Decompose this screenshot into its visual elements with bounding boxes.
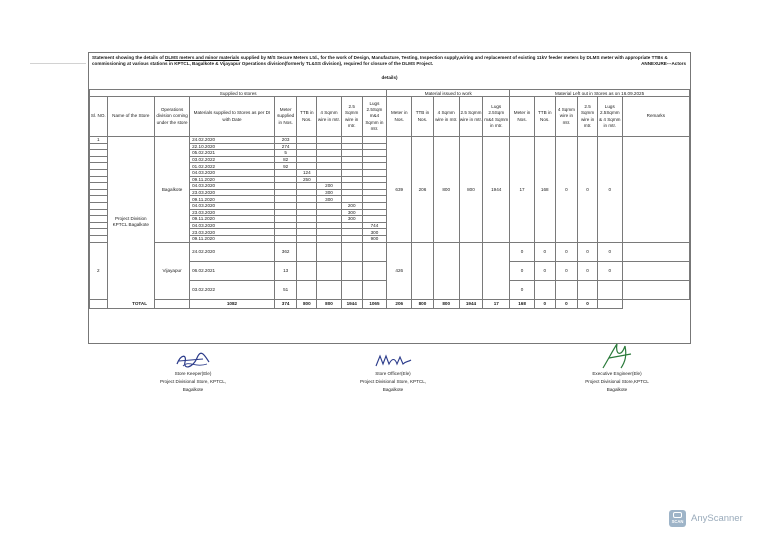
- issued-w4: 800: [433, 137, 459, 243]
- supplied-meter: [274, 229, 297, 236]
- header-wire4-left: 4 Sqmm wire in mtr.: [555, 97, 578, 137]
- supplied-lugs: [362, 169, 387, 176]
- supplied-w4: [317, 209, 342, 216]
- header-wire4: 4 Sqmm wire in mtr.: [317, 97, 342, 137]
- supplied-meter: 203: [274, 137, 297, 144]
- left-l_lugs: [597, 280, 622, 299]
- document-sheet: [88, 52, 691, 344]
- total-l_w4: 0: [534, 299, 555, 308]
- scanner-brand-name: AnyScanner: [691, 513, 743, 524]
- total-i_ttb: 206: [387, 299, 412, 308]
- total-l_ttb: 168: [510, 299, 535, 308]
- header-operations: Operations division coming under the store: [155, 97, 190, 137]
- statement-prefix: Statement showing the details of: [92, 55, 164, 60]
- table-row: [90, 242, 690, 261]
- supplied-w25: [341, 261, 362, 280]
- supplied-w25: [341, 183, 362, 190]
- signature-scribble-icon: [173, 352, 213, 370]
- left-l_w25: 0: [578, 242, 598, 261]
- supplied-meter: 5: [274, 150, 297, 157]
- supplied-ttb: 124: [297, 169, 317, 176]
- supplied-meter: [274, 209, 297, 216]
- supplied-lugs: 300: [362, 229, 387, 236]
- supplied-ttb: [297, 261, 317, 280]
- supplied-w4: [317, 222, 342, 229]
- supplied-ttb: [297, 235, 317, 242]
- supplied-w4: [317, 150, 342, 157]
- supplied-w25: 300: [341, 209, 362, 216]
- signature-store-officer: [338, 352, 448, 394]
- supplied-w25: [341, 196, 362, 203]
- supplied-lugs: 744: [362, 222, 387, 229]
- header-ttb-left: TTB in Nos.: [534, 97, 555, 137]
- total-row: [90, 299, 690, 308]
- supplied-w25: [341, 163, 362, 170]
- supplied-w25: 300: [341, 216, 362, 223]
- remarks-cell: [622, 242, 689, 261]
- sig3-line2: Project Divisional Store,KPTCL: [585, 379, 649, 384]
- supply-date: 05.02.2021: [190, 150, 275, 157]
- supply-date: 09.11.2020: [190, 176, 275, 183]
- total-ttb: 374: [274, 299, 297, 308]
- header-meter-left: Meter in Nos.: [510, 97, 535, 137]
- total-i_meter: 1065: [362, 299, 387, 308]
- remarks-cell: [622, 280, 689, 299]
- supplied-lugs: [362, 183, 387, 190]
- total-w25: 800: [317, 299, 342, 308]
- sl-number: [90, 156, 108, 163]
- supplied-ttb: [297, 202, 317, 209]
- supply-date: 04.03.2020: [190, 202, 275, 209]
- supplied-lugs: [362, 280, 387, 299]
- supplied-w25: 200: [341, 202, 362, 209]
- left-lugs: 0: [597, 137, 622, 243]
- issued-meter: 426: [387, 242, 412, 299]
- supply-date: 04.03.2020: [190, 183, 275, 190]
- supplied-lugs: [362, 156, 387, 163]
- left-meter: 17: [510, 137, 535, 243]
- remarks-cell: [597, 299, 622, 308]
- total-l_lugs: 0: [578, 299, 598, 308]
- supplied-ttb: [297, 242, 317, 261]
- remarks-cell: [622, 137, 689, 243]
- sl-number: [90, 209, 108, 216]
- statement-underlined: DLMS meters and minor materials: [165, 55, 240, 60]
- header-wire25-left: 2.5 Sqmm wire in mtr.: [578, 97, 598, 137]
- supplied-lugs: [362, 216, 387, 223]
- supplied-lugs: 900: [362, 235, 387, 242]
- left-l_w25: 0: [578, 261, 598, 280]
- supply-date: 06.02.2021: [190, 261, 275, 280]
- issued-lugs: [483, 242, 510, 299]
- left-w25: 0: [578, 137, 598, 243]
- supplied-meter: 92: [274, 163, 297, 170]
- total-l_w25: 0: [555, 299, 578, 308]
- signature-scribble-icon: [373, 352, 413, 370]
- group-supplied: Supplied to stores: [90, 90, 387, 97]
- supplied-ttb: [297, 163, 317, 170]
- left-l_meter: 0: [510, 261, 535, 280]
- left-w4: 0: [555, 137, 578, 243]
- division-name: Bagalkote: [155, 137, 190, 243]
- sl-number: [90, 235, 108, 242]
- camera-icon: [673, 512, 682, 518]
- supplied-w25: [341, 169, 362, 176]
- supplied-meter: 13: [274, 261, 297, 280]
- supplied-w4: [317, 280, 342, 299]
- left-l_ttb: 0: [534, 242, 555, 261]
- header-lugs: Lugs 2.5Sqm m&4 Sqmm in mtr.: [362, 97, 387, 137]
- supply-date: 04.03.2020: [190, 222, 275, 229]
- left-l_meter: 0: [510, 242, 535, 261]
- supplied-lugs: [362, 196, 387, 203]
- anyscanner-watermark: [669, 510, 759, 530]
- sig1-line2: Project Divisional Store, KPTCL,: [159, 379, 227, 384]
- sl-number: 1: [90, 137, 108, 144]
- header-wire25-issued: 2.5 Sqmm wire in mtr.: [459, 97, 483, 137]
- supplied-ttb: [297, 137, 317, 144]
- supplied-w4: [317, 202, 342, 209]
- supplied-w25: [341, 189, 362, 196]
- supplied-meter: [274, 176, 297, 183]
- supplied-lugs: [362, 150, 387, 157]
- sl-number: [90, 229, 108, 236]
- supplied-meter: [274, 183, 297, 190]
- supplied-meter: [274, 189, 297, 196]
- header-lugs-left: Lugs 2.5Sqmm & 4 Sqmm in mtr.: [597, 97, 622, 137]
- supplied-ttb: [297, 150, 317, 157]
- header-sl: Sl. NO.: [90, 97, 108, 137]
- header-meter-issued: Meter in Nos.: [387, 97, 412, 137]
- supply-date: 23.03.2020: [190, 209, 275, 216]
- supplied-w4: [317, 143, 342, 150]
- left-l_w4: 0: [555, 261, 578, 280]
- total-w4: 800: [297, 299, 317, 308]
- signature-store-keeper: [138, 352, 248, 394]
- supply-date: 22.10.2020: [190, 143, 275, 150]
- issued-lugs: 1944: [483, 137, 510, 243]
- supplied-ttb: 250: [297, 176, 317, 183]
- total-l_meter: 17: [483, 299, 510, 308]
- supplied-w25: [341, 242, 362, 261]
- supplied-meter: [274, 169, 297, 176]
- supplied-w25: [341, 156, 362, 163]
- supply-date: 03.02.2022: [190, 280, 275, 299]
- supply-date: 09.11.2020: [190, 235, 275, 242]
- sig3-line3: Bagalkote: [606, 387, 628, 392]
- supplied-meter: 51: [274, 280, 297, 299]
- signature-executive-engineer: [557, 342, 677, 394]
- scanner-logo-icon: [669, 510, 686, 527]
- supplied-w4: [317, 169, 342, 176]
- supplied-w4: 200: [317, 183, 342, 190]
- supply-date: 24.02.2020: [190, 137, 275, 144]
- supplied-meter: [274, 222, 297, 229]
- header-meter-supplied: Meter supplied in Nos.: [274, 97, 297, 137]
- supplied-lugs: [362, 242, 387, 261]
- supplied-w25: [341, 280, 362, 299]
- left-l_w25: [578, 280, 598, 299]
- supply-date: 01.02.2022: [190, 163, 275, 170]
- header-ttb-issued: TTB in Nos.: [412, 97, 434, 137]
- supplied-meter: [274, 216, 297, 223]
- header-store: Name of the Store: [107, 97, 154, 137]
- total-label: TOTAL: [90, 299, 190, 308]
- supply-date: 09.11.2020: [190, 216, 275, 223]
- issued-w25: [459, 242, 483, 299]
- supplied-meter: [274, 202, 297, 209]
- supply-date: 24.02.2020: [190, 242, 275, 261]
- supplied-lugs: [362, 143, 387, 150]
- supplied-lugs: [362, 176, 387, 183]
- sl-number: [90, 169, 108, 176]
- total-meter: 1082: [190, 299, 275, 308]
- supplied-ttb: [297, 222, 317, 229]
- supplied-meter: 274: [274, 143, 297, 150]
- scanner-badge-text: SCAN: [671, 519, 684, 524]
- sig1-title: Store Keeper(Ele): [174, 371, 212, 376]
- supplied-lugs: [362, 202, 387, 209]
- supplied-lugs: [362, 137, 387, 144]
- division-name: Vijayapur: [155, 242, 190, 299]
- supplied-w4: [317, 156, 342, 163]
- left-l_lugs: 0: [597, 261, 622, 280]
- issued-w25: 800: [459, 137, 483, 243]
- supplied-lugs: [362, 209, 387, 216]
- supplied-lugs: [362, 189, 387, 196]
- supplied-ttb: [297, 143, 317, 150]
- supplied-w25: [341, 229, 362, 236]
- left-l_w4: [555, 280, 578, 299]
- supply-date: 03.02.2022: [190, 156, 275, 163]
- supplied-lugs: [362, 261, 387, 280]
- supply-date: 23.03.2020: [190, 189, 275, 196]
- sig2-title: Store Officer(Ele): [375, 371, 411, 376]
- sl-number: [90, 183, 108, 190]
- header-wire25: 2.5 Sqmm wire in mtr.: [341, 97, 362, 137]
- supplied-ttb: [297, 216, 317, 223]
- margin-line: [30, 63, 86, 64]
- total-i_lugs: 1944: [459, 299, 483, 308]
- supplied-ttb: [297, 156, 317, 163]
- supplied-w4: [317, 242, 342, 261]
- sl-number: [90, 150, 108, 157]
- annexure-label: ANNEXURE---Actors: [641, 61, 686, 66]
- supplied-meter: [274, 235, 297, 242]
- supplied-ttb: [297, 189, 317, 196]
- supplied-w4: 300: [317, 196, 342, 203]
- supplied-lugs: [362, 163, 387, 170]
- statement-details: details): [381, 75, 398, 80]
- sl-number: [90, 222, 108, 229]
- supplied-w4: [317, 176, 342, 183]
- left-l_ttb: [534, 280, 555, 299]
- sl-number: [90, 163, 108, 170]
- supplied-ttb: [297, 280, 317, 299]
- supplied-meter: 362: [274, 242, 297, 261]
- supplied-ttb: [297, 183, 317, 190]
- left-ttb: 168: [534, 137, 555, 243]
- left-l_ttb: 0: [534, 261, 555, 280]
- left-l_lugs: 0: [597, 242, 622, 261]
- supplied-ttb: [297, 229, 317, 236]
- supplied-w25: [341, 150, 362, 157]
- supplied-ttb: [297, 209, 317, 216]
- sig1-line3: Bagalkote: [182, 387, 204, 392]
- header-materials: Materials supplied to Stores as per DI with Date: [190, 97, 275, 137]
- left-l_w4: 0: [555, 242, 578, 261]
- supply-date: 04.03.2020: [190, 169, 275, 176]
- materials-table: [89, 89, 690, 309]
- sl-number: [90, 176, 108, 183]
- sig2-line3: Bagalkote: [382, 387, 404, 392]
- supplied-w25: [341, 143, 362, 150]
- sig2-line2: Project Divisional Store, KPTCL,: [359, 379, 427, 384]
- header-wire4-issued: 4 Sqmm wire in mtr.: [433, 97, 459, 137]
- sl-number: 2: [90, 242, 108, 299]
- left-l_meter: 0: [510, 280, 535, 299]
- supplied-w4: 300: [317, 189, 342, 196]
- supplied-w4: [317, 137, 342, 144]
- table-row: [90, 137, 690, 144]
- supplied-w25: [341, 176, 362, 183]
- supplied-w25: [341, 235, 362, 242]
- statement-body: supplied by M/S Secure Meters Ltd., for the work of Design, Manufacture, Testing, Inspection supply,wiring and replacement of existing 11kV feeder meters by DLMS meter with appropriate TTBs & commissioning at various stations in KPTCL, Bagalkote & Vijayapur Operations division(formerly TL&SS division), required for closure of the DLMS Project.: [92, 55, 668, 66]
- total-i_w25: 800: [433, 299, 459, 308]
- supplied-ttb: [297, 196, 317, 203]
- group-left: Material Left out in Stores as on 16.09.2025: [510, 90, 690, 97]
- total-lugs: 1944: [341, 299, 362, 308]
- header-ttb: TTB in Nos.: [297, 97, 317, 137]
- sl-number: [90, 216, 108, 223]
- supplied-meter: 82: [274, 156, 297, 163]
- header-lugs-issued: Lugs 2.5Sqm m&4 Sqmm in mtr.: [483, 97, 510, 137]
- remarks-cell: [622, 261, 689, 280]
- sl-number: [90, 202, 108, 209]
- sl-number: [90, 189, 108, 196]
- sl-number: [90, 196, 108, 203]
- signature-scribble-icon: [595, 342, 639, 370]
- group-issued: Material issued to work: [387, 90, 510, 97]
- supplied-w4: [317, 216, 342, 223]
- supplied-w25: [341, 222, 362, 229]
- supplied-w25: [341, 137, 362, 144]
- store-name: Project Division KPTCL Bagalkote: [107, 137, 154, 309]
- sig3-title: Executive Engineer(Ele): [592, 371, 642, 376]
- supplied-w4: [317, 163, 342, 170]
- issued-meter: 639: [387, 137, 412, 243]
- supplied-w4: [317, 229, 342, 236]
- header-remarks: Remarks: [622, 97, 689, 137]
- sl-number: [90, 143, 108, 150]
- issued-ttb: [412, 242, 434, 299]
- total-i_w4: 800: [412, 299, 434, 308]
- supply-date: 23.03.2020: [190, 229, 275, 236]
- supplied-meter: [274, 196, 297, 203]
- issued-w4: [433, 242, 459, 299]
- supplied-w4: [317, 235, 342, 242]
- statement-text: [92, 55, 686, 67]
- supply-date: 09.11.2020: [190, 196, 275, 203]
- issued-ttb: 206: [412, 137, 434, 243]
- supplied-w4: [317, 261, 342, 280]
